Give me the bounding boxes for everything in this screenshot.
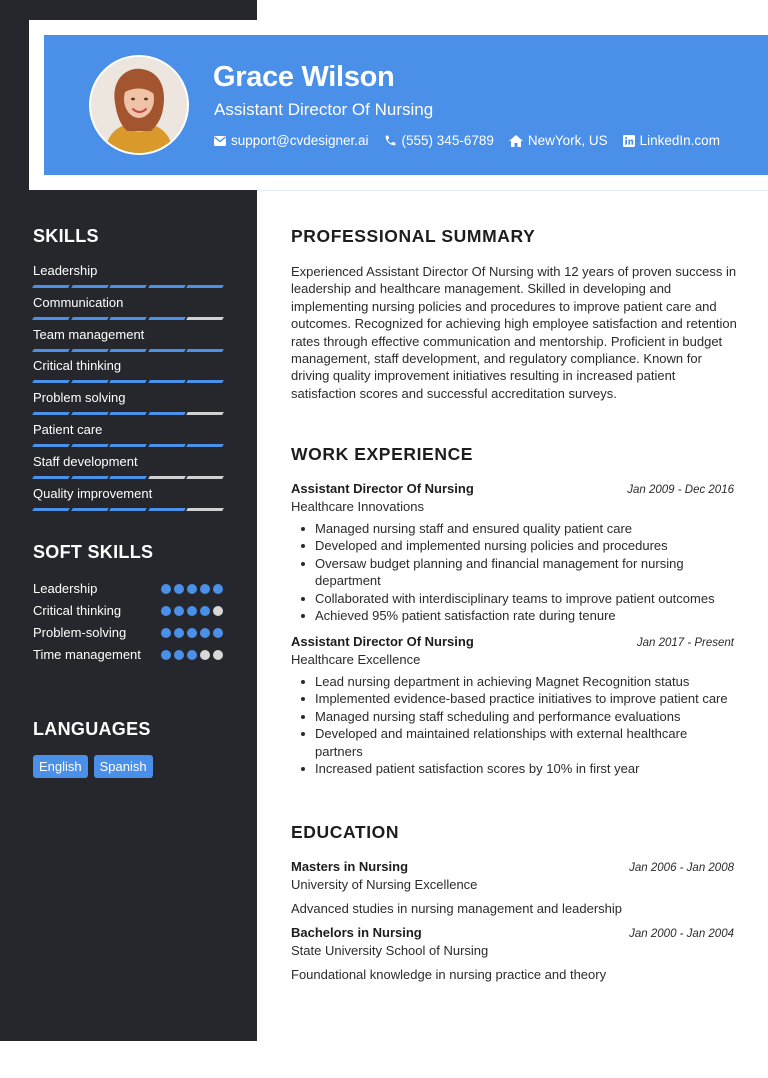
- job-bullet: Developed and maintained relationships with external healthcare partners: [291, 725, 734, 760]
- soft-skill-item: [33, 624, 223, 641]
- skills-heading: SKILLS: [33, 226, 99, 246]
- job-bullet: Increased patient satisfaction scores by 10% in first year: [291, 760, 734, 777]
- skill-label: Patient care: [33, 422, 103, 437]
- skill-level-segment: [32, 476, 69, 479]
- skill-level-segment: [148, 508, 185, 511]
- rating-dot: [213, 650, 223, 660]
- skill-label: Communication: [33, 294, 124, 310]
- rating-dot: [213, 606, 223, 616]
- job-bullet: Achieved 95% patient satisfaction rate during tenure: [291, 607, 734, 624]
- skill-level-segment: [187, 349, 224, 352]
- skill-level-bar: [33, 476, 223, 479]
- skill-level-bar: [33, 380, 223, 383]
- skill-level-segment: [32, 412, 69, 415]
- skill-level-segment: [32, 285, 69, 288]
- skill-item: [33, 295, 223, 320]
- skill-level-segment: [32, 508, 69, 511]
- skill-level-segment: [109, 412, 146, 415]
- skill-level-segment: [109, 317, 146, 320]
- skill-level-segment: [71, 444, 108, 447]
- soft-skill-rating: [161, 584, 223, 597]
- skill-level-segment: [32, 444, 69, 447]
- skill-level-segment: [148, 444, 185, 447]
- skill-level-segment: [109, 349, 146, 352]
- skill-level-segment: [71, 412, 108, 415]
- language-tag: English: [33, 755, 88, 778]
- skill-level-bar: [33, 412, 223, 415]
- skill-level-segment: [187, 317, 224, 320]
- skill-level-segment: [148, 285, 185, 288]
- skill-item: [33, 263, 223, 288]
- education-description: Advanced studies in nursing management and leadership: [291, 901, 622, 916]
- job-role: Assistant Director Of Nursing: [291, 634, 474, 649]
- rating-dot: [161, 606, 171, 616]
- soft-skills-heading: SOFT SKILLS: [33, 542, 154, 562]
- skill-level-bar: [33, 317, 223, 320]
- skill-item: [33, 422, 223, 447]
- soft-skill-item: [33, 602, 223, 619]
- soft-skill-rating: [161, 628, 223, 641]
- skill-level-segment: [109, 285, 146, 288]
- soft-skill-label: Time management: [33, 647, 141, 662]
- degree: Bachelors in Nursing: [291, 925, 422, 940]
- job-bullet: Managed nursing staff and ensured quality patient care: [291, 520, 734, 537]
- job-dates: Jan 2017 - Present: [636, 637, 734, 649]
- email-text: support@cvdesigner.ai: [231, 133, 369, 148]
- rating-dot: [187, 606, 197, 616]
- rating-dot: [200, 584, 210, 594]
- soft-skill-label: Leadership: [33, 581, 98, 596]
- rating-dot: [213, 628, 223, 638]
- experience-heading: WORK EXPERIENCE: [291, 444, 474, 464]
- skill-level-segment: [148, 412, 185, 415]
- skill-level-segment: [187, 285, 224, 288]
- rating-dot: [213, 584, 223, 594]
- linkedin-text: LinkedIn.com: [639, 133, 720, 148]
- job-dates: Jan 2009 - Dec 2016: [627, 484, 734, 496]
- job-bullets: [291, 520, 734, 624]
- job-entry: [291, 481, 734, 624]
- skill-level-bar: [33, 285, 223, 288]
- rating-dot: [200, 650, 210, 660]
- skill-level-segment: [71, 476, 108, 479]
- rating-dot: [187, 650, 197, 660]
- home-icon: [509, 135, 523, 147]
- job-bullet: Oversaw budget planning and financial management for nursing department: [291, 555, 734, 590]
- skill-level-segment: [71, 317, 108, 320]
- rating-dot: [174, 628, 184, 638]
- contact-row: [214, 133, 720, 148]
- school: State University School of Nursing: [291, 943, 489, 958]
- rating-dot: [187, 628, 197, 638]
- school: University of Nursing Excellence: [291, 877, 478, 892]
- rating-dot: [174, 606, 184, 616]
- skill-level-segment: [187, 508, 224, 511]
- skill-label: Staff development: [33, 453, 138, 469]
- header-divider: [257, 190, 768, 191]
- candidate-title: Assistant Director Of Nursing: [214, 100, 434, 119]
- skill-level-segment: [109, 508, 146, 511]
- skill-level-bar: [33, 444, 223, 447]
- rating-dot: [161, 628, 171, 638]
- phone-icon: [384, 134, 397, 147]
- job-entry: [291, 634, 734, 777]
- job-bullets: [291, 673, 734, 777]
- skill-item: [33, 486, 223, 511]
- skill-level-segment: [187, 380, 224, 383]
- soft-skill-rating: [161, 606, 223, 619]
- skill-item: [33, 390, 223, 415]
- skill-level-segment: [109, 444, 146, 447]
- education-entry: [291, 925, 734, 982]
- skill-level-bar: [33, 349, 223, 352]
- contact-email[interactable]: [214, 133, 369, 148]
- rating-dot: [200, 606, 210, 616]
- skill-level-segment: [187, 476, 224, 479]
- skill-level-segment: [71, 380, 108, 383]
- rating-dot: [200, 628, 210, 638]
- job-role: Assistant Director Of Nursing: [291, 481, 474, 496]
- contact-phone[interactable]: [384, 133, 494, 148]
- education-dates: Jan 2006 - Jan 2008: [629, 862, 734, 874]
- rating-dot: [161, 650, 171, 660]
- soft-skill-label: Problem-solving: [33, 625, 127, 640]
- skill-item: [33, 358, 223, 383]
- job-bullet: Implemented evidence-based practice initiatives to improve patient care: [291, 690, 734, 707]
- skill-level-segment: [148, 476, 185, 479]
- job-bullet: Developed and implemented nursing policies and procedures: [291, 537, 734, 554]
- job-org: Healthcare Innovations: [291, 499, 424, 514]
- skill-label: Problem solving: [33, 390, 126, 406]
- rating-dot: [174, 584, 184, 594]
- skill-label: Critical thinking: [33, 358, 122, 374]
- skill-level-segment: [148, 380, 185, 383]
- skill-level-segment: [187, 444, 224, 447]
- rating-dot: [161, 584, 171, 594]
- skill-level-segment: [109, 380, 146, 383]
- skill-level-segment: [71, 285, 108, 288]
- skill-level-segment: [148, 349, 185, 352]
- phone-text: (555) 345-6789: [401, 133, 494, 148]
- contact-location: [509, 133, 608, 148]
- rating-dot: [174, 650, 184, 660]
- job-bullet: Collaborated with interdisciplinary teams to improve patient outcomes: [291, 590, 734, 607]
- skill-level-segment: [187, 412, 224, 415]
- envelope-icon: [214, 136, 226, 146]
- education-description: Foundational knowledge in nursing practice and theory: [291, 967, 607, 982]
- summary-heading: PROFESSIONAL SUMMARY: [291, 226, 536, 246]
- skill-item: [33, 327, 223, 352]
- location-text: NewYork, US: [527, 133, 608, 148]
- job-bullet: Lead nursing department in achieving Magnet Recognition status: [291, 673, 734, 690]
- skill-label: Quality improvement: [33, 485, 153, 501]
- soft-skill-rating: [161, 650, 223, 663]
- languages-list: [33, 755, 153, 778]
- skill-level-segment: [148, 317, 185, 320]
- degree: Masters in Nursing: [291, 859, 409, 874]
- rating-dot: [187, 584, 197, 594]
- candidate-name: Grace Wilson: [213, 61, 395, 93]
- skill-label: Team management: [33, 326, 145, 342]
- skill-level-segment: [109, 476, 146, 479]
- languages-heading: LANGUAGES: [33, 719, 151, 739]
- skill-level-bar: [33, 508, 223, 511]
- skill-level-segment: [32, 317, 69, 320]
- skill-label: Leadership: [33, 263, 98, 278]
- skill-level-segment: [71, 508, 108, 511]
- language-tag: Spanish: [94, 755, 153, 778]
- soft-skill-item: [33, 580, 223, 597]
- skill-level-segment: [71, 349, 108, 352]
- contact-linkedin[interactable]: [623, 133, 720, 148]
- avatar: [89, 55, 189, 155]
- summary-text: Experienced Assistant Director Of Nursing with 12 years of proven success in leadership and healthcare management. Skilled in developing and implementing nursing policies and procedures to improve patient care and outcomes. Recognized for achieving high employee satisfaction and retention rates through effective communication and mentorship. Proficient in budget management, staff development, and regulatory compliance. Known for driving quality improvement initiatives resulting in increased patient satisfaction scores and successful accreditation surveys.: [291, 264, 737, 401]
- soft-skill-label: Critical thinking: [33, 603, 122, 618]
- job-org: Healthcare Excellence: [291, 652, 421, 667]
- portrait-image: [91, 57, 187, 153]
- education-heading: EDUCATION: [291, 822, 400, 842]
- skill-level-segment: [32, 380, 69, 383]
- skill-level-segment: [32, 349, 69, 352]
- education-entry: [291, 859, 734, 916]
- skill-item: [33, 454, 223, 479]
- education-dates: Jan 2000 - Jan 2004: [629, 928, 734, 940]
- soft-skill-item: [33, 646, 223, 663]
- linkedin-icon: [623, 135, 635, 147]
- job-bullet: Managed nursing staff scheduling and performance evaluations: [291, 708, 734, 725]
